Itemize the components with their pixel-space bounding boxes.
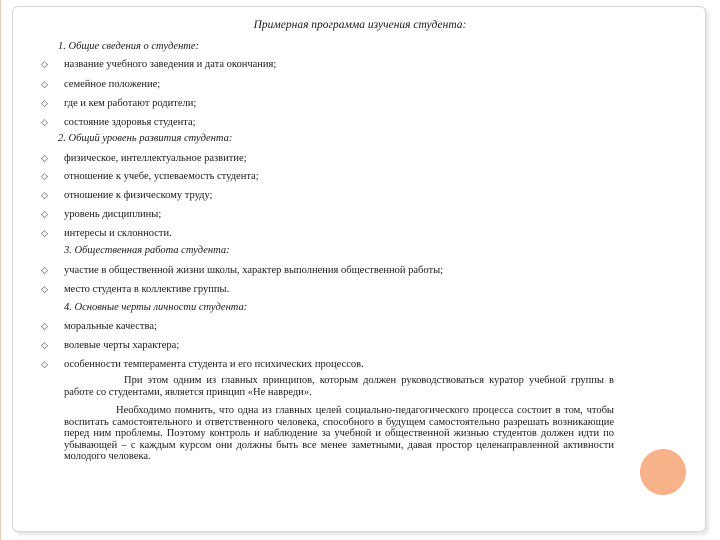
list-item: где и кем работают родители; bbox=[64, 98, 197, 109]
list-item: моральные качества; bbox=[64, 321, 157, 332]
diamond-bullet-icon: ◇ bbox=[41, 171, 48, 181]
diamond-bullet-icon: ◇ bbox=[41, 59, 48, 69]
list-item: место студента в коллективе группы. bbox=[64, 284, 230, 295]
list-item: интересы и склонности. bbox=[64, 228, 172, 239]
diamond-bullet-icon: ◇ bbox=[41, 209, 48, 219]
diamond-bullet-icon: ◇ bbox=[41, 340, 48, 350]
diamond-bullet-icon: ◇ bbox=[41, 117, 48, 127]
body-paragraph: При этом одним из главных принципов, которым должен руководствоваться куратор учебной группы в работе со студентами, является принцип «Не навреди». bbox=[64, 375, 614, 398]
diamond-bullet-icon: ◇ bbox=[41, 265, 48, 275]
list-item: волевые черты характера; bbox=[64, 340, 180, 351]
list-item: отношение к учебе, успеваемость студента; bbox=[64, 171, 259, 182]
diamond-bullet-icon: ◇ bbox=[41, 79, 48, 89]
page-title: Примерная программа изучения студента: bbox=[253, 19, 467, 31]
section-heading: 1. Общие сведения о студенте: bbox=[58, 41, 200, 52]
body-paragraph: Необходимо помнить, что одна из главных целей социально-педагогического процесса состоит в том, чтобы воспитать самостоятельного и ответственного человека, способного в будущем самостоятельно разрешать возникающие перед ним проблемы. Поэтому контроль и наблюдение за учебной и общественной жизнью студентов должен идти по убывающей – с каждым курсом они должны быть все менее заметными, давая простор целенаправленной активности молодого человека. bbox=[64, 405, 614, 463]
list-item: семейное положение; bbox=[64, 79, 161, 90]
list-item: особенности темперамента студента и его психических процессов. bbox=[64, 359, 364, 370]
list-item: участие в общественной жизни школы, характер выполнения общественной работы; bbox=[64, 265, 444, 276]
diamond-bullet-icon: ◇ bbox=[41, 153, 48, 163]
list-item: состояние здоровья студента; bbox=[64, 117, 196, 128]
diamond-bullet-icon: ◇ bbox=[41, 190, 48, 200]
list-item: физическое, интеллектуальное развитие; bbox=[64, 153, 247, 164]
diamond-bullet-icon: ◇ bbox=[41, 228, 48, 238]
diamond-bullet-icon: ◇ bbox=[41, 359, 48, 369]
diamond-bullet-icon: ◇ bbox=[41, 98, 48, 108]
section-heading: 2. Общий уровень развития студента: bbox=[58, 133, 233, 144]
section-heading: 3. Общественная работа студента: bbox=[64, 245, 230, 256]
section-heading: 4. Основные черты личности студента: bbox=[64, 302, 248, 313]
diamond-bullet-icon: ◇ bbox=[41, 284, 48, 294]
list-item: уровень дисциплины; bbox=[64, 209, 162, 220]
left-accent-stripe bbox=[0, 0, 1, 540]
list-item: название учебного заведения и дата окончания; bbox=[64, 59, 277, 70]
accent-circle bbox=[640, 449, 686, 495]
diamond-bullet-icon: ◇ bbox=[41, 321, 48, 331]
list-item: отношение к физическому труду; bbox=[64, 190, 213, 201]
